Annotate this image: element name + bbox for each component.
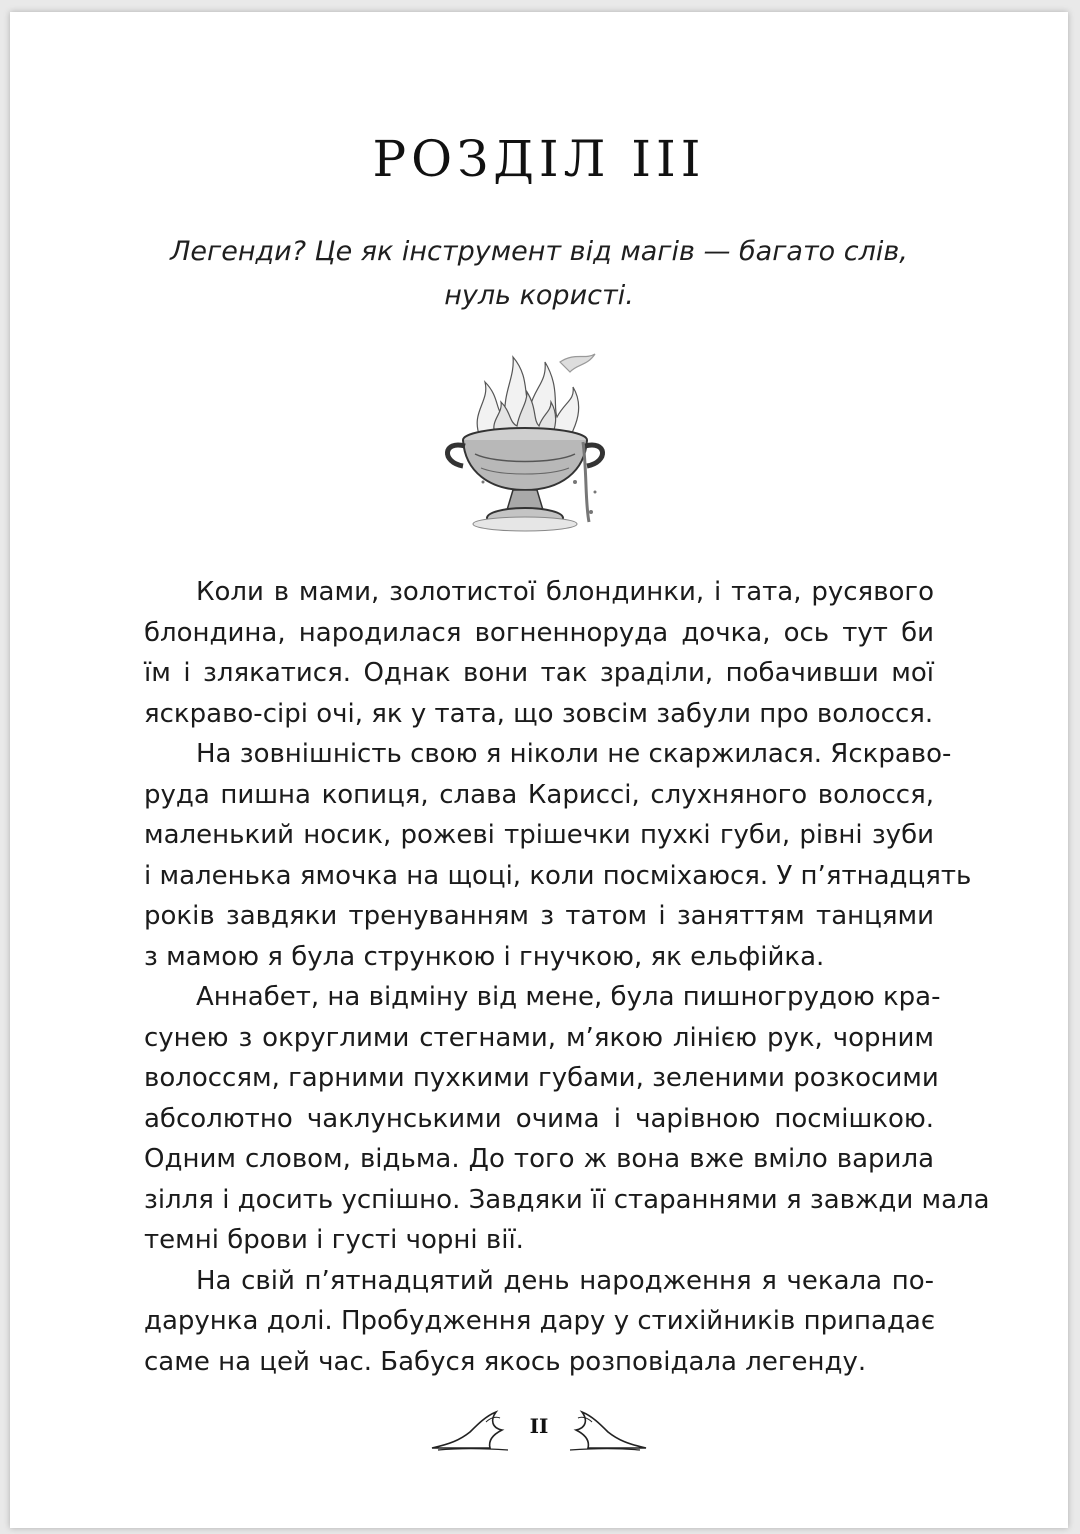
book-page <box>10 12 1068 1528</box>
epigraph-line: нуль користі. <box>444 280 634 311</box>
text-line: і маленька ямочка на щоці, коли посміхаюся. У п’ятнадцять <box>144 860 972 891</box>
text-line: саме на цей час. Бабуся якось розповідала легенду. <box>144 1346 867 1377</box>
chapter-title: РОЗДІЛ III <box>372 130 706 188</box>
text-line: маленький носик, рожеві трішечки пухкі губи, рівні зуби <box>144 820 934 850</box>
page-footer <box>10 1404 1068 1456</box>
text-line: років завдяки тренуванням з татом і заняттям танцями <box>144 901 934 931</box>
text-line: яскраво-сірі очі, як у тата, що зовсім забули про волосся. <box>144 698 934 729</box>
text-line: дарунка долі. Пробудження дару у стихійників припадає <box>144 1306 936 1336</box>
text-line: сунею з округлими стегнами, м’якою лінією рук, чорним <box>144 1022 934 1053</box>
text-line: абсолютно чаклунськими очима і чарівною посмішкою. <box>144 1103 934 1134</box>
epigraph <box>110 230 968 318</box>
text-line: їм і злякатися. Однак вони так зраділи, побачивши мої <box>144 658 934 688</box>
text-line: волоссям, гарними пухкими губами, зеленими розкосими <box>144 1063 939 1093</box>
text-line: На зовнішність свою я ніколи не скаржилася. Яскраво- <box>196 739 952 769</box>
text-line: Одним словом, відьма. До того ж вона вже вміло варила <box>144 1144 934 1174</box>
page-number: II <box>529 1414 549 1438</box>
epigraph-line: Легенди? Це як інструмент від магів — багато слів, <box>170 236 908 267</box>
text-line: Аннабет, на відміну від мене, була пишногрудою кра- <box>196 982 941 1012</box>
text-line: зілля і досить успішно. Завдяки її стараннями я завжди мала <box>144 1184 990 1215</box>
text-line: темні брови і густі чорні вії. <box>144 1225 524 1255</box>
text-line: Коли в мами, золотистої блондинки, і тата, русявого <box>196 577 934 607</box>
flaming-cauldron-icon <box>435 342 615 542</box>
text-line: з мамою я була стрункою і гнучкою, як ельфійка. <box>144 941 825 972</box>
wave-icon <box>568 1404 648 1454</box>
text-line: На свій п’ятнадцятий день народження я чекала по- <box>196 1265 934 1296</box>
text-line: руда пишна копиця, слава Кариссі, слухняного волосся, <box>144 779 934 810</box>
body-text <box>144 572 990 1382</box>
text-line: блондина, народилася вогненноруда дочка, ось тут би <box>144 617 934 648</box>
